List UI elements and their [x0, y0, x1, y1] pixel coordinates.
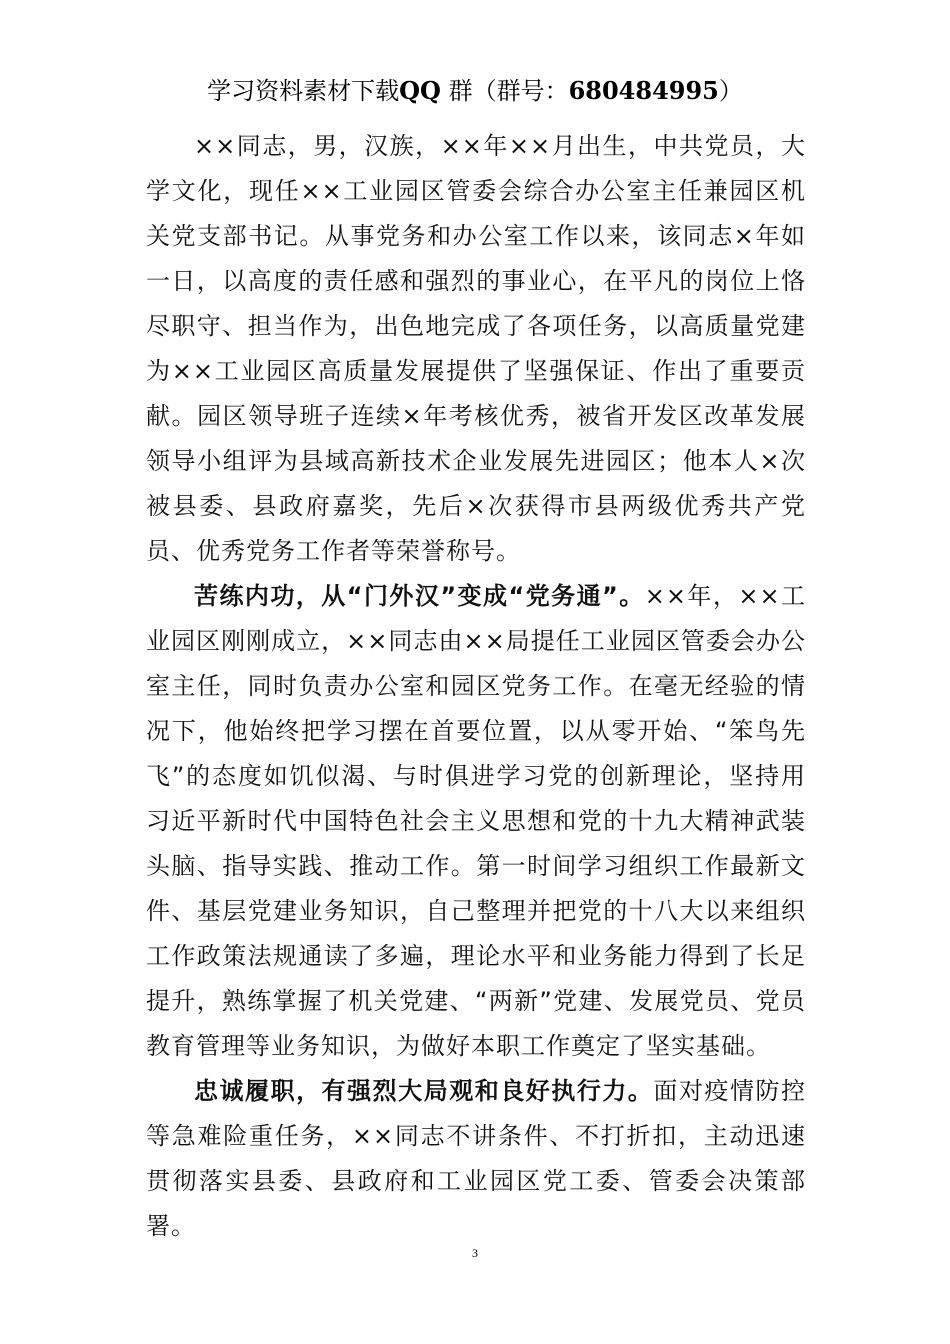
paragraph-intro	[146, 124, 806, 574]
paragraph-text: 面对疫情防控等急难险重任务，××同志不讲条件、不打折扣，主动迅速贯彻落实县委、县政府和工业园区党工委、管委会决策部署。	[146, 1077, 806, 1240]
paragraph-study	[146, 574, 806, 1069]
header-group-label: 群（群号：	[440, 77, 569, 105]
document-body	[146, 124, 806, 1249]
page-number: 3	[472, 1246, 478, 1260]
paragraph-lead: 忠诚履职，有强烈大局观和良好执行力。	[194, 1077, 654, 1105]
paragraph-duty	[146, 1069, 806, 1249]
header-group-number: 680484995	[568, 76, 719, 105]
paragraph-text: ××年，××工业园区刚刚成立，××同志由××局提任工业园区管委会办公室主任，同时负责办公室和园区党务工作。在毫无经验的情况下，他始终把学习摆在首要位置，以从零开始、“笨鸟先飞”的态度如饥似渴、与时俱进学习党的创新理论，坚持用习近平新时代中国特色社会主义思想和党的十九大精神武装头脑、指导实践、推动工作。第一时间学习组织工作最新文件、基层党建业务知识，自己整理并把党的十八大以来组织工作政策法规通读了多遍，理论水平和业务能力得到了长足提升，熟练掌握了机关党建、“两新”党建、发展党员、党员教育管理等业务知识，为做好本职工作奠定了坚实基础。	[146, 582, 807, 1060]
header-text: 学习资料素材下载	[207, 77, 400, 105]
paragraph-lead: 苦练内功，从“门外汉”变成“党务通”。	[194, 582, 645, 610]
header-qq: QQ	[399, 76, 441, 105]
page-header	[0, 76, 950, 106]
header-close: ）	[718, 77, 743, 105]
paragraph-text: ××同志，男，汉族，××年××月出生，中共党员，大学文化，现任××工业园区管委会综合办公室主任兼园区机关党支部书记。从事党务和办公室工作以来，该同志×年如一日，以高度的责任感和强烈的事业心，在平凡的岗位上恪尽职守、担当作为，出色地完成了各项任务，以高质量党建为××工业园区高质量发展提供了坚强保证、作出了重要贡献。园区领导班子连续×年考核优秀，被省开发区改革发展领导小组评为县域高新技术企业发展先进园区；他本人×次被县委、县政府嘉奖，先后×次获得市县两级优秀共产党员、优秀党务工作者等荣誉称号。	[146, 132, 806, 565]
